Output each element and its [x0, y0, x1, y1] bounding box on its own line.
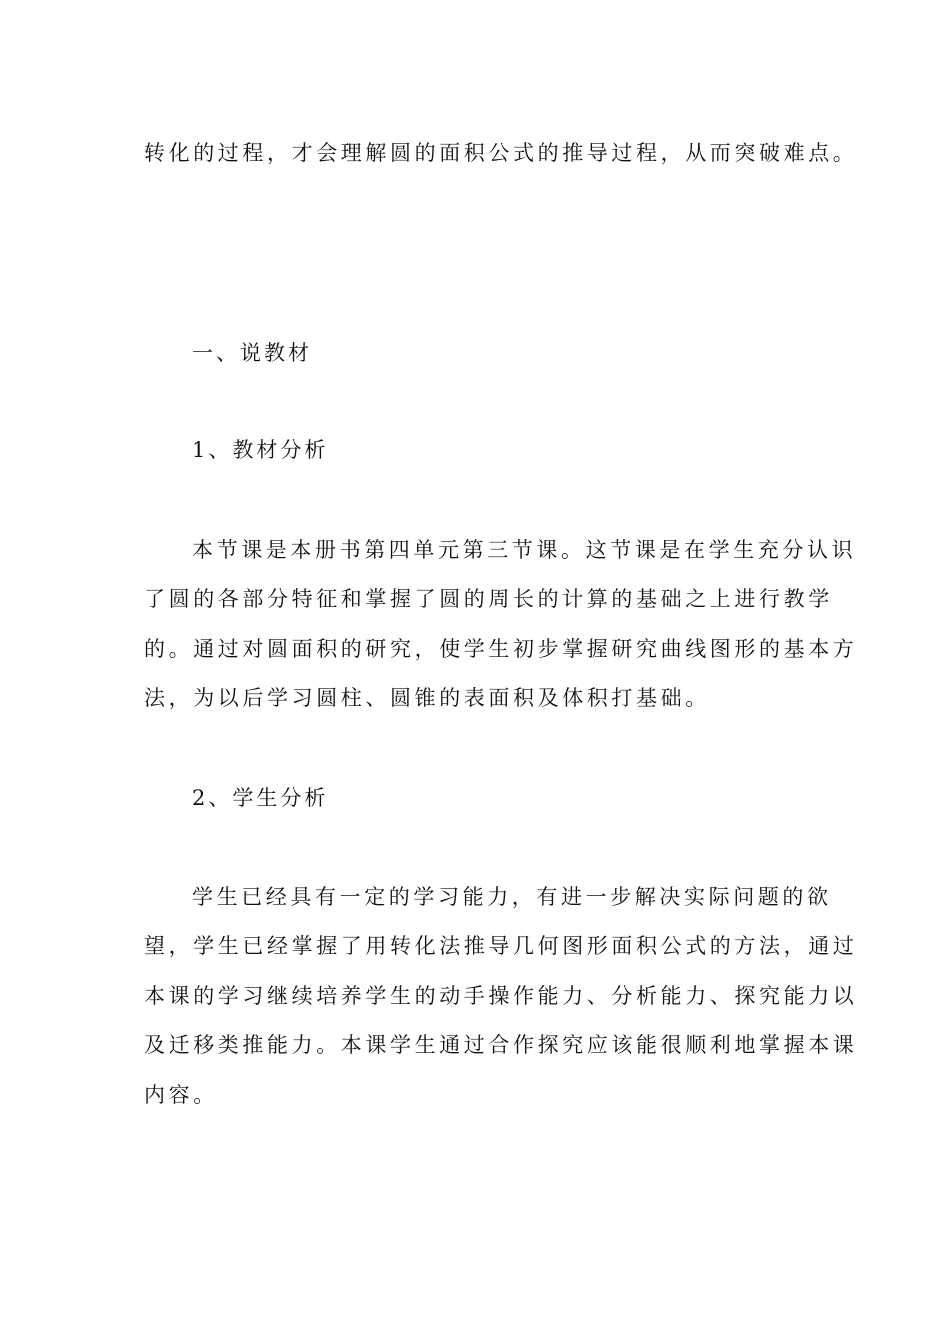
paragraph-carryover-line: 转化的过程，才会理解圆的面积公式的推导过程，从而突破难点。	[144, 141, 858, 165]
paragraph-line: 及迁移类推能力。本课学生通过合作探究应该能很顺利地掌握本课	[144, 1033, 858, 1057]
paragraph-line: 学生已经具有一定的学习能力，有进一步解决实际问题的欲	[192, 885, 832, 909]
paragraph-line: 的。通过对圆面积的研究，使学生初步掌握研究曲线图形的基本方	[144, 637, 858, 661]
paragraph-line: 本课的学习继续培养学生的动手操作能力、分析能力、探究能力以	[144, 984, 858, 1008]
paragraph-line: 望，学生已经掌握了用转化法推导几何图形面积公式的方法，通过	[144, 934, 858, 958]
paragraph-line: 法，为以后学习圆柱、圆锥的表面积及体积打基础。	[144, 686, 710, 710]
paragraph-line: 本节课是本册书第四单元第三节课。这节课是在学生充分认识	[192, 538, 857, 562]
section-title: 一、说教材	[192, 341, 312, 365]
subsection-title-textbook-analysis: 1、教材分析	[192, 438, 329, 462]
paragraph-line: 了圆的各部分特征和掌握了圆的周长的计算的基础之上进行教学	[144, 587, 833, 611]
subsection-title-student-analysis: 2、学生分析	[192, 786, 329, 810]
paragraph-line: 内容。	[144, 1083, 218, 1107]
